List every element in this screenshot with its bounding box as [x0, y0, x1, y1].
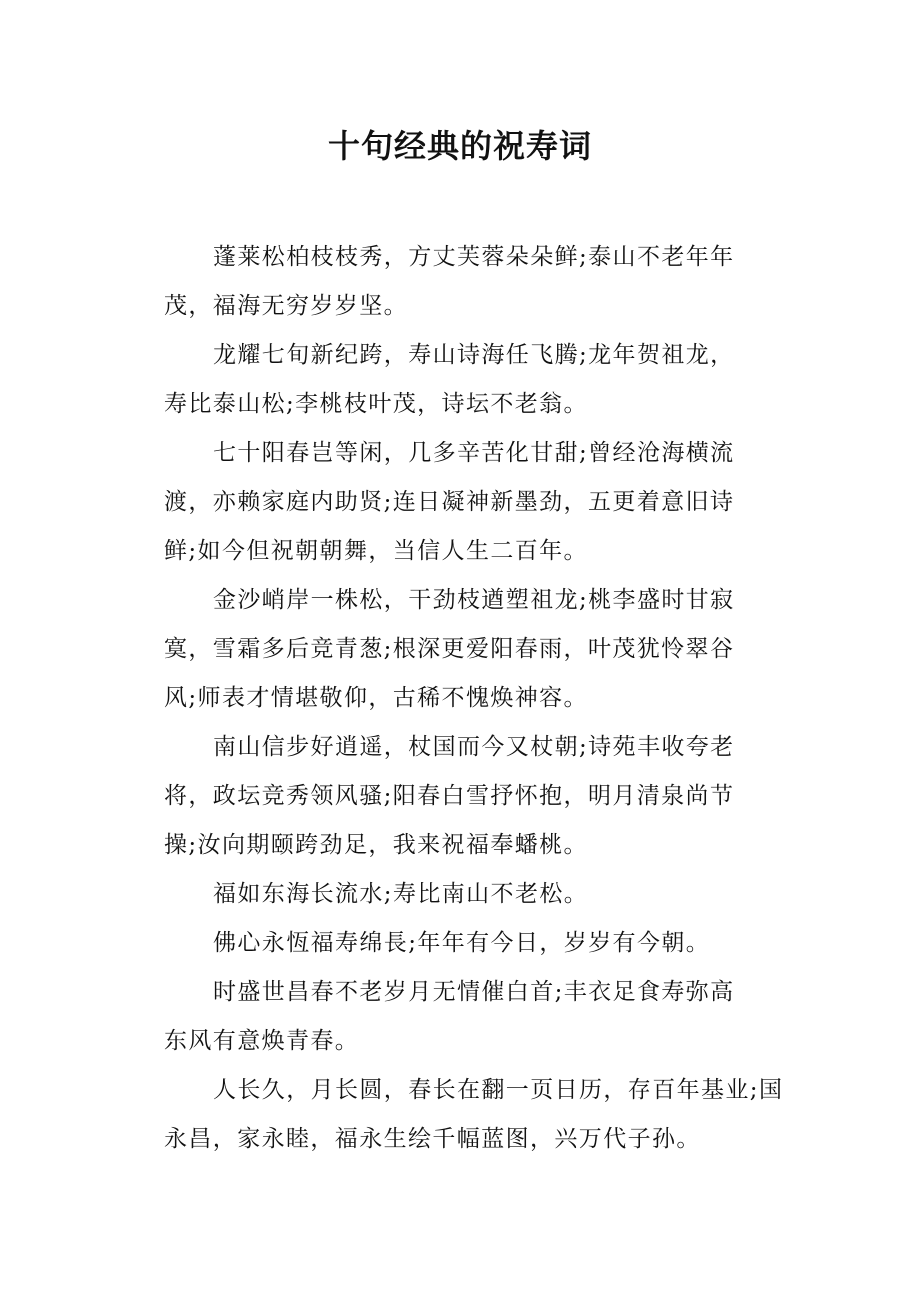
paragraph-line: 金沙峭岸一株松，干劲枝遒塑祖龙;桃李盛时甘寂: [213, 587, 735, 613]
paragraph-line: 福如东海长流水;寿比南山不老松。: [213, 881, 589, 907]
paragraph-line: 七十阳春岂等闲，几多辛苦化甘甜;曾经沧海横流: [213, 440, 735, 466]
paragraph-line: 茂，福海无穷岁岁坚。: [164, 293, 408, 319]
paragraph-7: [164, 919, 804, 968]
paragraph-line: 龙耀七旬新纪跨，寿山诗海任飞腾;龙年贺祖龙，: [213, 342, 735, 368]
paragraph-line: 鲜;如今但祝朝朝舞，当信人生二百年。: [164, 538, 588, 564]
paragraph-6: [164, 870, 804, 919]
paragraph-line: 将，政坛竞秀领风骚;阳春白雪抒怀抱，明月清泉尚节: [164, 783, 735, 809]
paragraph-line: 寿比泰山松;李桃枝叶茂，诗坛不老翁。: [164, 391, 588, 417]
paragraph-1: [164, 233, 804, 331]
paragraph-line: 佛心永恆福寿绵長;年年有今日，岁岁有今朝。: [213, 930, 711, 956]
paragraph-line: 操;汝向期颐跨劲足，我来祝福奉蟠桃。: [164, 832, 588, 858]
paragraph-4: [164, 576, 804, 723]
paragraph-line: 风;师表才情堪敬仰，古稀不愧焕神容。: [164, 685, 588, 711]
paragraph-line: 人长久，月长圆，春长在翻一页日历，存百年基业;国: [213, 1077, 784, 1103]
paragraph-9: [164, 1066, 804, 1164]
document-body: [164, 233, 804, 1164]
paragraph-line: 寞，雪霜多后竞青葱;根深更爱阳春雨，叶茂犹怜翠谷: [164, 636, 735, 662]
document-title: 十句经典的祝寿词: [327, 127, 592, 165]
paragraph-line: 东风有意焕青春。: [164, 1028, 360, 1054]
paragraph-2: [164, 331, 804, 429]
paragraph-line: 蓬莱松柏枝枝秀，方丈芙蓉朵朵鲜;泰山不老年年: [213, 244, 735, 270]
paragraph-line: 永昌，家永睦，福永生绘千幅蓝图，兴万代子孙。: [164, 1126, 701, 1152]
paragraph-line: 时盛世昌春不老岁月无情催白首;丰衣足食寿弥高: [213, 979, 735, 1005]
paragraph-3: [164, 429, 804, 576]
paragraph-8: [164, 968, 804, 1066]
paragraph-line: 南山信步好逍遥，杖国而今又杖朝;诗苑丰收夸老: [213, 734, 735, 760]
paragraph-5: [164, 723, 804, 870]
paragraph-line: 渡，亦赖家庭内助贤;连日凝神新墨劲，五更着意旧诗: [164, 489, 735, 515]
